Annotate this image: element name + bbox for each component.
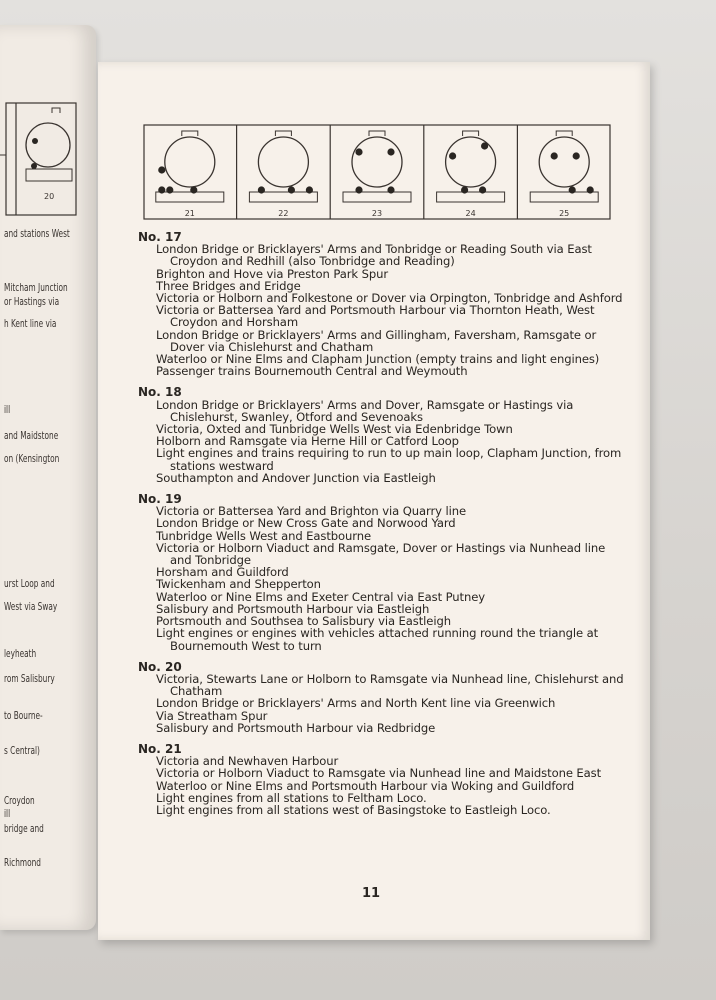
route-entry: Via Streatham Spur [156,708,268,723]
route-entry: Waterloo or Nine Elms and Clapham Junction (empty trains and light engines) [156,352,600,367]
signal-diagram-22 [237,125,318,219]
signal-disc [569,186,576,193]
signal-disc [355,148,362,155]
left-page-fragment: and stations West [4,228,70,240]
route-entry: Victoria or Battersea Yard and Portsmouth Harbour via Thornton Heath, West Croydon and Horsham [156,303,595,330]
signal-disc [481,142,488,149]
diagram-number: 21 [184,209,195,218]
signal-disc [479,186,486,193]
left-page [0,25,96,930]
left-page-fragment: Richmond [4,857,41,869]
route-entry: Passenger trains Bournemouth Central and Weymouth [156,364,468,379]
route-entry: Three Bridges and Eridge [156,278,301,293]
left-diagram-number: 20 [44,192,55,201]
left-page-fragment: Mitcham Junction [4,282,68,294]
signal-disc [158,166,165,173]
left-page-fragment: s Central) [4,745,40,757]
signal-disc [355,186,362,193]
route-list [128,231,628,825]
route-section [128,743,628,816]
diagram-number: 23 [371,209,383,218]
route-entry: Victoria, Oxted and Tunbridge Wells West via Edenbridge Town [156,422,513,437]
route-entry: London Bridge or Bricklayers' Arms and Dover, Ramsgate or Hastings via Chislehurst, Swanley, Otford and Sevenoaks [156,397,574,424]
route-entry: London Bridge or Bricklayers' Arms and Gillingham, Faversham, Ramsgate or Dover via Chislehurst and Chatham [156,327,597,354]
signal-disc [166,186,173,193]
section-number: No. 21 [138,741,182,756]
signal-diagram-row [143,124,611,220]
page-number: 11 [362,886,381,901]
route-entry: London Bridge or Bricklayers' Arms and Tonbridge or Reading South via East Croydon and Redhill (also Tonbridge and Reading) [156,242,592,269]
route-entry: Victoria or Holborn and Folkestone or Dover via Orpington, Tonbridge and Ashford [156,291,623,306]
left-page-fragment: urst Loop and [4,578,55,590]
route-section [128,493,628,652]
signal-diagram-23 [330,125,411,219]
signal-disc [158,186,165,193]
left-page-fragment: Croydon [4,795,35,807]
left-diagram-20 [0,95,80,225]
section-number: No. 17 [138,230,182,244]
left-page-fragment: and Maidstone [4,430,59,442]
route-entry: London Bridge or Bricklayers' Arms and North Kent line via Greenwich [156,696,556,711]
signal-diagram-25 [517,125,598,219]
route-entry: Horsham and Guildford [156,565,289,580]
route-entry: Waterloo or Nine Elms and Exeter Central via East Putney [156,589,486,604]
signal-diagram-24 [424,125,505,219]
signal-disc [306,186,313,193]
route-entry: Holborn and Ramsgate via Herne Hill or Catford Loop [156,434,459,449]
diagram-number: 24 [465,209,476,218]
signal-disc [387,186,394,193]
route-entry: Southampton and Andover Junction via Eastleigh [156,470,436,485]
left-page-fragment: West via Sway [4,601,58,613]
left-page-fragment: on (Kensington [4,453,60,465]
signal-disc [288,186,295,193]
route-entry: Salisbury and Portsmouth Harbour via Redbridge [156,720,436,735]
signal-disc [190,186,197,193]
route-entry: Victoria or Holborn Viaduct to Ramsgate via Nunhead line and Maidstone East [156,766,602,781]
left-page-fragment: or Hastings via [4,296,60,308]
signal-diagram-21 [156,131,224,218]
signal-disc [573,152,580,159]
route-section [128,661,628,734]
route-entry: Salisbury and Portsmouth Harbour via Eastleigh [156,601,430,616]
left-page-fragment: rom Salisbury [4,673,55,685]
route-entry: Waterloo or Nine Elms and Portsmouth Harbour via Woking and Guildford [156,778,575,793]
route-entry: Portsmouth and Southsea to Salisbury via Eastleigh [156,614,451,629]
diagram-number: 22 [278,209,289,218]
route-entry: Tunbridge Wells West and Eastbourne [156,528,372,543]
route-entry: Light engines or engines with vehicles attached running round the triangle at Bournemouth West to turn [156,626,599,653]
route-entry: Light engines from all stations to Feltham Loco. [156,790,427,805]
signal-disc [587,186,594,193]
route-entry: Victoria and Newhaven Harbour [156,754,339,769]
section-number: No. 20 [138,659,182,674]
signal-disc [551,152,558,159]
left-page-fragment: ill [4,808,11,820]
route-entry: Brighton and Hove via Preston Park Spur [156,266,388,281]
left-page-fragment: to Bourne- [4,710,43,722]
route-section [128,231,628,377]
section-number: No. 19 [138,492,182,507]
route-entry: London Bridge or New Cross Gate and Norwood Yard [156,516,456,531]
diagram-number: 25 [559,209,570,218]
route-entry: Light engines and trains requiring to run to up main loop, Clapham Junction, from stations westward [156,446,622,473]
route-entry: Twickenham and Shepperton [156,577,321,592]
route-entry: Victoria, Stewarts Lane or Holborn to Ramsgate via Nunhead line, Chislehurst and Chatham [156,671,624,699]
signal-disc [258,186,265,193]
signal-disc [387,148,394,155]
signal-disc [449,152,456,159]
signal-disc [461,186,468,193]
left-page-fragment: h Kent line via [4,318,57,330]
route-entry: Victoria or Holborn Viaduct and Ramsgate, Dover or Hastings via Nunhead line and Tonbridge [156,540,606,568]
section-number: No. 18 [138,385,182,400]
left-page-fragment: ill [4,404,11,416]
route-entry: Light engines from all stations west of Basingstoke to Eastleigh Loco. [156,802,551,817]
left-page-fragment: bridge and [4,823,44,835]
route-entry: Victoria or Battersea Yard and Brighton via Quarry line [156,504,467,519]
left-page-fragment: leyheath [4,648,37,660]
route-section [128,386,628,484]
